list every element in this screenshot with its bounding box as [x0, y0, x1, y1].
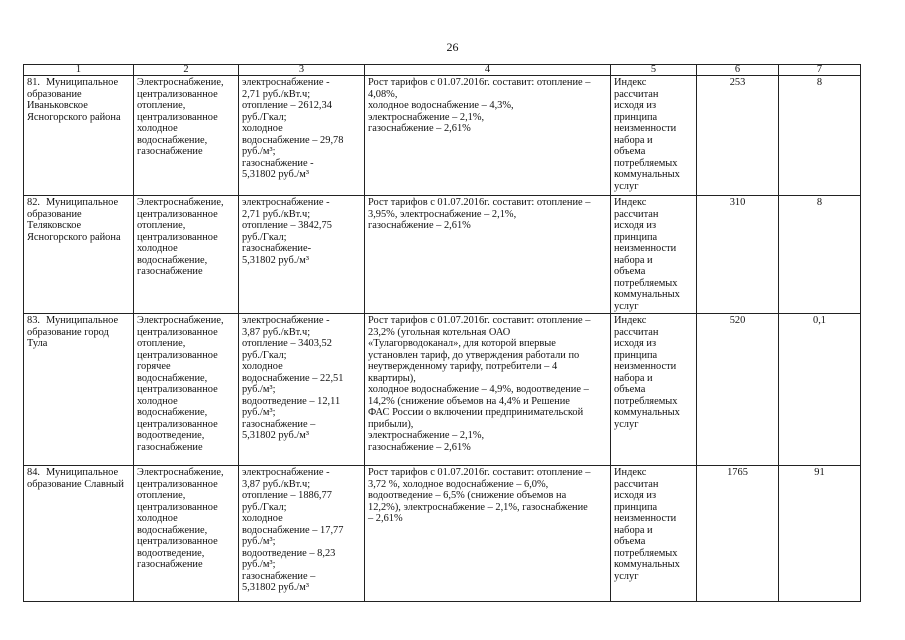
row-number: 81.: [27, 77, 40, 88]
entity-name: Муниципальное образование город Тула: [27, 315, 119, 349]
page-number: 26: [446, 40, 459, 54]
footer-divider: [288, 601, 610, 602]
column-header: 2: [134, 65, 239, 76]
index-cell: Индекс рассчитан исходя из принципа неизменности набора и объема потребляемых коммунальных услуг: [611, 314, 697, 466]
row-number: 83.: [27, 315, 40, 326]
col7-cell: 8: [779, 76, 861, 196]
services-cell: Электроснабжение, централизованное отопление, централизованное холодное водоснабжение, газоснабжение: [134, 76, 239, 196]
growth-cell: Рост тарифов с 01.07.2016г. составит: отопление – 23,2% (угольная котельная ОАО «Тулагорводоканал», для которой впервые установлен тариф, до утверждения работали по неутвержденному тарифу, потребители – 4 квартиры), холодное водоснабжение – 4,9%, водоотведение – 14,2% (снижение объемов на 4,4% и Решение ФАС России о включении предпринимательской прибыли), электроснабжение – 2,1%, газоснабжение – 2,61%: [365, 314, 611, 466]
services-cell: Электроснабжение, централизованное отопление, централизованное холодное водоснабжение, газоснабжение: [134, 196, 239, 314]
index-cell: Индекс рассчитан исходя из принципа неизменности набора и объема потребляемых коммунальных услуг: [611, 196, 697, 314]
col7-cell: 8: [779, 196, 861, 314]
entity-name: Муниципальное образование Славный: [27, 467, 124, 490]
column-header: 1: [24, 65, 134, 76]
entity-cell: [24, 466, 134, 602]
entity-cell: [24, 196, 134, 314]
row-number: 82.: [27, 197, 40, 208]
index-cell: Индекс рассчитан исходя из принципа неизменности набора и объема потребляемых коммунальных услуг: [611, 76, 697, 196]
col6-cell: 1765: [697, 466, 779, 602]
table-row: [24, 76, 861, 196]
column-header: 7: [779, 65, 861, 76]
tariff-table: [23, 64, 861, 602]
index-cell: Индекс рассчитан исходя из принципа неизменности набора и объема потребляемых коммунальных услуг: [611, 466, 697, 602]
tariffs-cell: электроснабжение - 2,71 руб./кВт.ч; отопление – 3842,75 руб./Гкал; газоснабжение- 5,31802 руб./м³: [239, 196, 365, 314]
col6-cell: 253: [697, 76, 779, 196]
col7-cell: 0,1: [779, 314, 861, 466]
column-header: 3: [239, 65, 365, 76]
col7-cell: 91: [779, 466, 861, 602]
growth-cell: Рост тарифов с 01.07.2016г. составит: отопление – 3,95%, электроснабжение – 2,1%, газоснабжение – 2,61%: [365, 196, 611, 314]
row-number: 84.: [27, 467, 40, 478]
column-header: 5: [611, 65, 697, 76]
column-header: 4: [365, 65, 611, 76]
entity-cell: [24, 314, 134, 466]
table-row: [24, 466, 861, 602]
header-row: [24, 65, 861, 76]
tariffs-cell: электроснабжение - 3,87 руб./кВт.ч; отопление – 3403,52 руб./Гкал; холодное водоснабжение – 22,51 руб./м³; водоотведение – 12,11 руб./м³; газоснабжение – 5,31802 руб./м³: [239, 314, 365, 466]
col6-cell: 310: [697, 196, 779, 314]
services-cell: Электроснабжение, централизованное отопление, централизованное холодное водоснабжение, централизованное водоотведение, газоснабжение: [134, 466, 239, 602]
growth-cell: Рост тарифов с 01.07.2016г. составит: отопление – 4,08%, холодное водоснабжение – 4,3%, электроснабжение – 2,1%, газоснабжение – 2,61%: [365, 76, 611, 196]
table-row: [24, 314, 861, 466]
column-header: 6: [697, 65, 779, 76]
entity-cell: [24, 76, 134, 196]
tariffs-cell: электроснабжение - 3,87 руб./кВт.ч; отопление – 1886,77 руб./Гкал; холодное водоснабжение – 17,77 руб./м³; водоотведение – 8,23 руб./м³; газоснабжение – 5,31802 руб./м³: [239, 466, 365, 602]
services-cell: Электроснабжение, централизованное отопление, централизованное горячее водоснабжение, централизованное холодное водоснабжение, централизованное водоотведение, газоснабжение: [134, 314, 239, 466]
entity-name: Муниципальное образование Теляковское Ясногорского района: [27, 197, 121, 243]
table-row: [24, 196, 861, 314]
col6-cell: 520: [697, 314, 779, 466]
tariffs-cell: электроснабжение - 2,71 руб./кВт.ч; отопление – 2612,34 руб./Гкал; холодное водоснабжение – 29,78 руб./м³; газоснабжение - 5,31802 руб./м³: [239, 76, 365, 196]
entity-name: Муниципальное образование Иваньковское Ясногорского района: [27, 77, 121, 123]
growth-cell: Рост тарифов с 01.07.2016г. составит: отопление – 3,72 %, холодное водоснабжение – 6,0%, водоотведение – 6,5% (снижение объемов на 12,2%), электроснабжение – 2,1%, газоснабжение – 2,61%: [365, 466, 611, 602]
